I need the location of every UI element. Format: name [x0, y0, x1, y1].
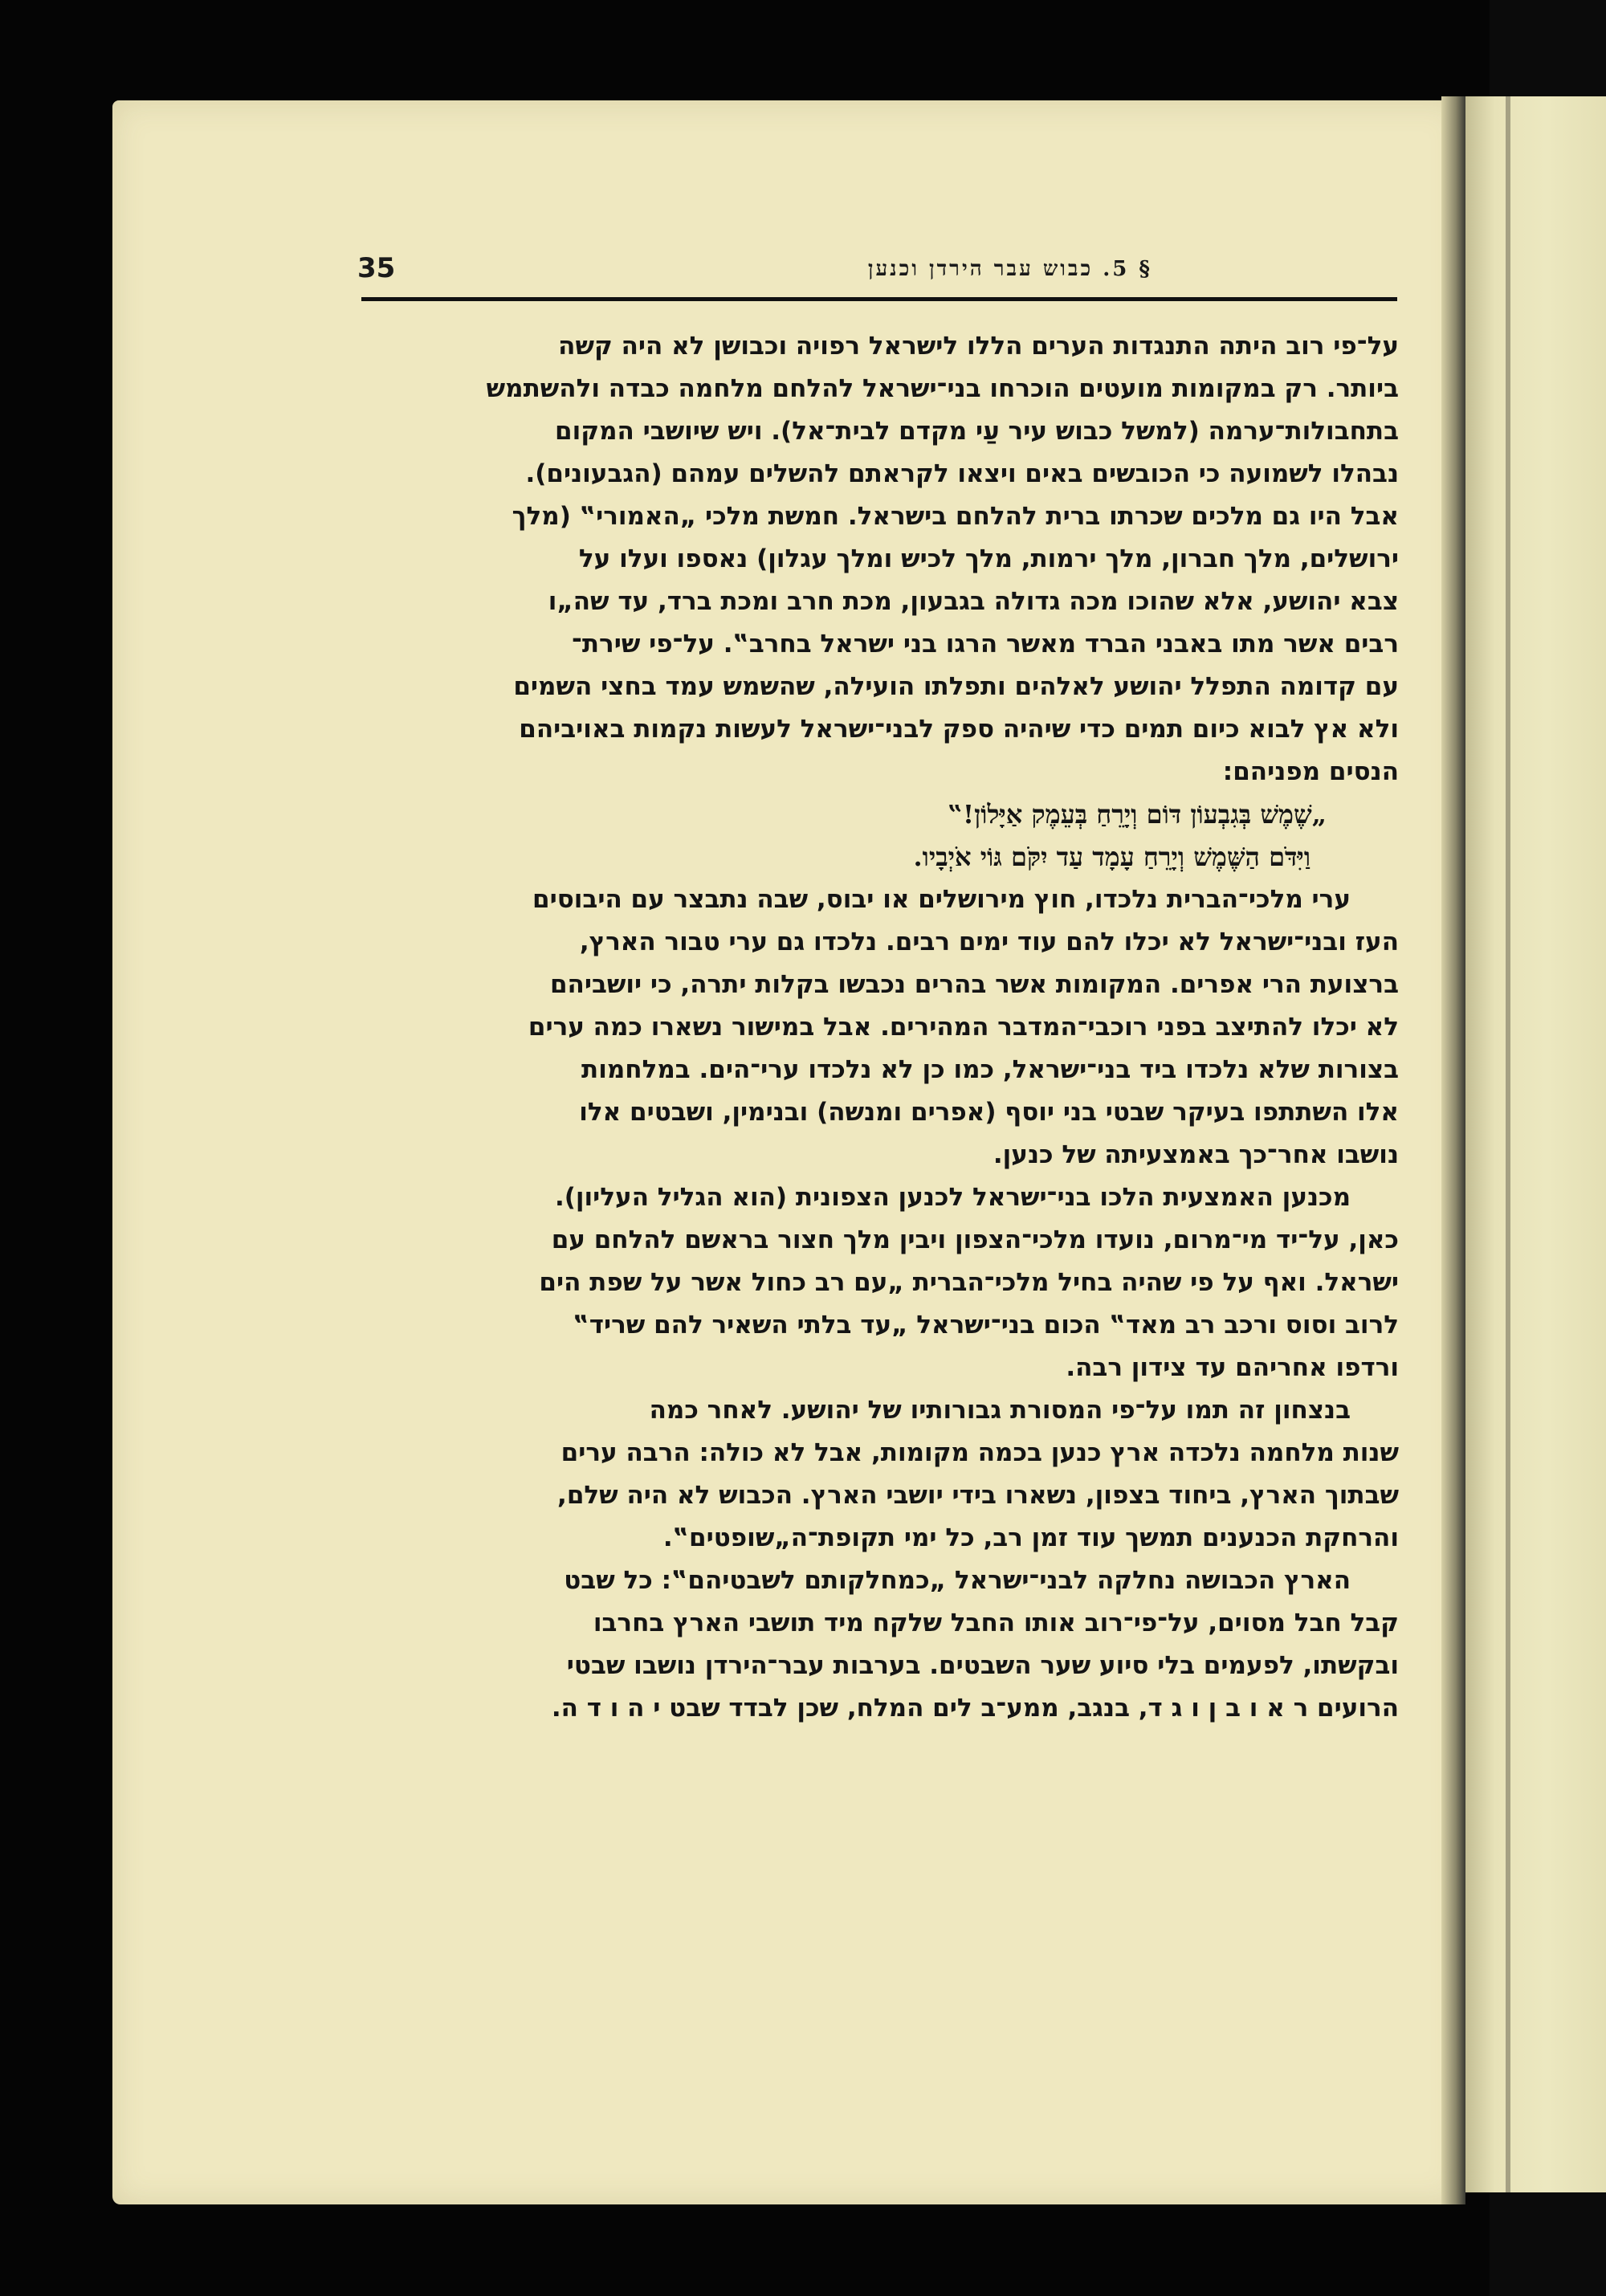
text-line: הארץ הכבושה נחלקה לבני־ישראל „כמחלקותם לשבטיהם‟: כל שבט	[564, 1566, 1351, 1595]
text-line: מכנען האמצעית הלכו בני־ישראל לכנען הצפונית (הוא הגליל העליון).	[554, 1183, 1351, 1212]
text-line: ובקשתו, לפעמים בלי סיוע שער השבטים. בערבות עבר־הירדן נושבו שבטי	[566, 1651, 1399, 1680]
text-line: ורדפו אחריהם עד צידון רבה.	[1066, 1353, 1399, 1382]
text-line: כאן, על־יד מי־מרום, נועדו מלכי־הצפון ויבין מלך חצור בראשם להלחם עם	[551, 1225, 1399, 1254]
text-line: נושבו אחר־כך באמצעיתה של כנען.	[993, 1140, 1399, 1169]
text-line: הנסים מפניהם:	[1222, 757, 1399, 786]
text-line: „שֶׁמֶשׁ בְּגִבְעוֹן דּוֹם וְיָרֵחַ בְּעֵמֶק אַיָּלוֹן!‟	[948, 799, 1327, 830]
page-number: 35	[357, 252, 396, 284]
text-line: ברצועת הרי אפרים. המקומות אשר בהרים נכבשו בקלות יתרה, כי יושביהם	[549, 970, 1399, 999]
facing-page-shadow	[1506, 96, 1510, 2192]
text-line: צבא יהושע, אלא שהוכו מכה גדולה בגבעון, מכת חרב ומכת ברד, עד שה„ו	[548, 587, 1399, 616]
body-text	[363, 325, 1399, 1730]
text-line: על־פי רוב היתה התנגדות הערים הללו לישראל רפויה וכבושן לא היה קשה	[558, 332, 1399, 361]
text-line: ערי מלכי־הברית נלכדו, חוץ מירושלים או יבוס, שבה נתבצר עם היבוסים	[532, 885, 1351, 914]
text-line: אלו השתתפו בעיקר שבטי בני יוסף (אפרים ומנשה) ובנימין, ושבטים אלו	[579, 1098, 1399, 1127]
text-line: קבל חבל מסוים, על־פי־רוב אותו החבל שלקח מיד תושבי הארץ בחרבו	[593, 1609, 1399, 1637]
text-line: בצורות שלא נלכדו ביד בני־ישראל, כמו כן לא נלכדו ערי־הים. במלחמות	[581, 1055, 1399, 1084]
text-line: בנצחון זה תמו על־פי המסורת גבורותיו של יהושע. לאחר כמה	[649, 1396, 1351, 1425]
text-line: לא יכלו להתיצב בפני רוכבי־המדבר המהירים. אבל במישור נשארו כמה ערים	[528, 1013, 1399, 1042]
text-line: בתחבולות־ערמה (למשל כבוש עיר עַי מקדם לבית־אל). ויש שיושבי המקום	[555, 417, 1399, 446]
running-head: § 5. כבוש עבר הירדן וכנען	[867, 257, 1152, 281]
text-line: ולא אץ לבוא כיום תמים כדי שיהיה ספק לבני־ישראל לעשות נקמות באויביהם	[519, 715, 1399, 744]
text-line: הרועים ר א ו ב ן ו ג ד, בנגב, ממע־ב לים המלח, שכן לבדד שבט י ה ו ד ה.	[551, 1694, 1399, 1723]
text-line: וַיִּדֹּם הַשֶּׁמֶשׁ וְיָרֵחַ עָמָד עַד יִקֹּם גּוֹי אֹיְבָיו.	[913, 842, 1310, 872]
page-gutter	[1441, 96, 1465, 2204]
page-header	[357, 251, 1393, 299]
text-line: רבים אשר מתו באבני הברד מאשר הרגו בני ישראל בחרב‟. על־פי שירת־	[571, 630, 1399, 659]
text-line: לרוב וסוס ורכב רב מאד‟ הכום בני־ישראל „עד בלתי השאיר להם שריד‟	[573, 1311, 1399, 1340]
text-line: שבתוך הארץ, ביחוד בצפון, נשארו בידי יושבי הארץ. הכבוש לא היה שלם,	[557, 1481, 1399, 1510]
header-rule	[361, 297, 1397, 301]
text-line: והרחקת הכנענים תמשך עוד זמן רב, כל ימי תקופת־ה„שופטים‟.	[662, 1523, 1399, 1552]
text-line: ביותר. רק במקומות מועטים הוכרחו בני־ישראל להלחם מלחמה כבדה ולהשתמש	[486, 374, 1399, 403]
facing-page	[1457, 96, 1606, 2192]
text-line: ירושלים, מלך חברון, מלך ירמות, מלך לכיש ומלך עגלון) נאספו ועלו על	[578, 544, 1399, 573]
text-line: שנות מלחמה נלכדה ארץ כנען בכמה מקומות, אבל לא כולה: הרבה ערים	[560, 1438, 1399, 1467]
text-line: נבהלו לשמועה כי הכובשים באים ויצאו לקראתם להשלים עמהם (הגבעונים).	[525, 459, 1399, 488]
text-line: עם קדומה התפלל יהושע לאלהים ותפלתו הועילה, שהשמש עמד בחצי השמים	[513, 672, 1399, 701]
text-line: העז ובני־ישראל לא יכלו להם עוד ימים רבים. נלכדו גם ערי טבור הארץ,	[579, 928, 1399, 956]
text-line: ישראל. ואף על פי שהיה בחיל מלכי־הברית „עם רב כחול אשר על שפת הים	[539, 1268, 1399, 1297]
text-line: אבל היו גם מלכים שכרתו ברית להלחם בישראל. חמשת מלכי „האמורי‟ (מלך	[512, 502, 1399, 531]
